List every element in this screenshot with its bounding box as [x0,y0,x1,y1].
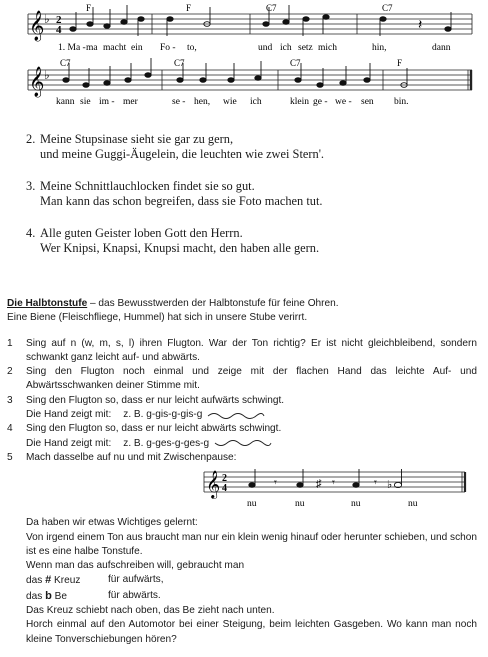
learned-line: Von irgend einem Ton aus braucht man nur ein klein wenig hinauf oder herunter schieben, und schon ist es eine halbe Tonstufe. [26,531,477,557]
verse-3 [26,179,476,209]
verse-number: 2. [26,132,36,146]
sign-prefix: das [26,575,46,587]
syllable: nu [408,499,418,510]
step-number: 3 [7,394,13,406]
note [83,83,89,88]
chord: F [186,3,192,13]
note [228,78,234,83]
verse-4 [26,226,476,256]
sign-desc: für abwärts. [108,589,161,601]
time-sig-top: 2 [222,473,227,485]
time-sig-bottom: 4 [56,24,62,36]
flat-key-icon: ♭ [44,68,50,82]
lyric: sie [80,97,91,107]
syllable: nu [247,499,257,510]
lyric: se - [172,97,186,107]
treble-clef-icon: 𝄞 [29,11,45,40]
halbtonstufe-section [7,297,477,647]
learned-line: Da haben wir etwas Wichtiges gelernt: [26,517,198,529]
note [104,24,110,29]
note [340,81,346,86]
lyric: macht [103,43,127,53]
note [380,17,386,22]
step-5 [7,451,477,465]
lyric: dann [432,43,451,53]
hand-example: z. B. g-ges-g-ges-g [123,437,210,449]
lyric: wie [223,97,237,107]
lyrics-row-1 [58,43,451,53]
sharp-icon: ♯ [316,478,322,491]
steps-list [7,337,477,466]
section-subtitle: – das Bewusstwerden der Halbtonstufe für feine Ohren. [87,298,339,309]
note [263,22,269,27]
note [249,483,255,488]
hand-label: Die Hand zeigt mit: [26,409,112,421]
verse-line: und meine Guggi-Äugelein, die leuchten wie zwei Stern'. [40,147,325,161]
chord: F [397,58,403,68]
lyric: ich [280,43,292,53]
verse-line: Meine Schnittlauchlocken findet sie so gut. [40,179,255,193]
lyric: mer [123,97,138,107]
sign-prefix: das [26,590,46,602]
section-heading [7,297,477,311]
note [177,78,183,83]
step-1 [7,337,477,366]
step-2 [7,365,477,394]
step-text: Sing den Flugton so, dass er nur leicht aufwärts schwingt. [26,394,285,406]
step-number: 4 [7,423,13,435]
lyric: ich [250,97,262,107]
lyric: und [258,43,273,53]
treble-clef-icon: 𝄞 [29,67,45,96]
note [297,483,303,488]
note [283,20,289,25]
lyric: 1. Ma - [58,43,86,53]
lyrics-row-2 [56,97,409,107]
wave-down-icon [213,439,273,449]
lyric: bin. [394,97,409,107]
sharp-row [26,573,477,588]
hand-label: Die Hand zeigt mit: [26,437,112,449]
note [70,27,76,32]
hand-example: z. B. g-gis-g-gis-g [123,409,203,421]
note [303,17,309,22]
flat-icon: ♭ [387,479,393,492]
flat-key-icon: ♭ [44,12,50,26]
rest-icon: 𝄽 [418,18,423,33]
lyric: klein [290,97,309,107]
staff-1 [28,14,472,34]
mini-staff [200,466,472,512]
lyric: ein [131,43,143,53]
note [63,78,69,83]
section-intro: Eine Biene (Fleischfliege, Hummel) hat sich in unsere Stube verirrt. [7,312,308,324]
time-sig-top: 2 [56,14,62,26]
chord: C7 [382,3,393,13]
section-title: Die Halbtonstufe [7,298,88,309]
note [323,15,329,20]
step-text: Mach dasselbe auf nu und mit Zwischenpause: [26,451,237,463]
note [295,78,301,83]
chord: C7 [266,3,277,13]
note [255,76,261,81]
verse-number: 3. [26,179,36,193]
lyric: ma [86,43,98,53]
flat-row [26,589,477,604]
syllable: nu [295,499,305,510]
note [145,73,151,78]
hand-gesture-row [26,408,477,422]
step-3 [7,394,477,423]
chord: C7 [174,58,185,68]
hand-gesture-row [26,437,477,451]
step-number: 1 [7,337,13,349]
lyric: ge - [313,97,328,107]
verses [26,132,476,273]
lyric: sen [361,97,374,107]
sign-desc: für aufwärts, [108,574,164,586]
note [138,17,144,22]
step-4 [7,422,477,451]
wave-up-icon [206,410,266,420]
note [121,20,127,25]
step-number: 2 [7,366,13,378]
verse-line: Meine Stupsinase sieht sie gar zu gern, [40,132,234,146]
verse-line: Alle guten Geister loben Gott den Herrn. [40,226,243,240]
chord: F [86,3,92,13]
verse-2 [26,132,476,162]
learned-line: Horch einmal auf den Automotor bei einer Steigung, beim leichten Gasgeben. Wo kann man noch kleine Tonverschiebungen hören? [26,619,477,645]
song-score [0,0,488,122]
lyric: setz [298,43,313,53]
note [364,78,370,83]
lyric: we - [335,97,352,107]
step-text: Sing auf n (w, m, s, l) ihren Flugton. War der Ton richtig? Er ist nicht gleichbleibend, sondern schwankt ganz leicht auf- und abwärts. [26,337,477,363]
step-text: Sing den Flugton noch einmal und zeige mit der flachen Hand das leichte Auf- und Abwärtsschwanken deiner Stimme mit. [26,366,477,392]
lyric: Fo - [160,43,176,53]
lyric: hen, [194,97,211,107]
time-sig-bottom: 4 [222,483,227,495]
flat-symbol: b [45,589,52,602]
syllable: nu [351,499,361,510]
lyric: hin, [372,43,387,53]
treble-clef-icon: 𝄞 [206,472,221,499]
lyric: to, [187,43,197,53]
verse-line: Wer Knipsi, Knapsi, Knupsi macht, den haben alle gern. [40,241,320,255]
rest-icon: 𝄾 [374,477,377,490]
learned-line: Wenn man das aufschreiben will, gebraucht man [26,560,245,572]
note [445,27,451,32]
learned-line: Das Kreuz schiebt nach oben, das Be zieht nach unten. [26,605,275,617]
sharp-symbol: # [45,574,52,587]
learned-block [26,516,477,647]
step-text: Sing den Flugton so, dass er nur leicht abwärts schwingt. [26,423,282,435]
chord: C7 [60,58,71,68]
note [317,83,323,88]
note [87,22,93,27]
note [167,17,173,22]
verse-number: 4. [26,226,36,240]
lyric: kann [56,97,75,107]
step-number: 5 [7,451,13,463]
rest-icon: 𝄾 [274,477,277,490]
sign-name: Be [51,590,67,602]
lyric: mich [318,43,337,53]
lyric: im - [99,97,115,107]
note [353,483,359,488]
note [125,78,131,83]
chord: C7 [290,58,301,68]
rest-icon: 𝄾 [332,477,335,490]
note [200,78,206,83]
note [104,81,110,86]
verse-line: Man kann das schon begreifen, dass sie Foto machen tut. [40,194,323,208]
sign-name: Kreuz [51,575,81,587]
